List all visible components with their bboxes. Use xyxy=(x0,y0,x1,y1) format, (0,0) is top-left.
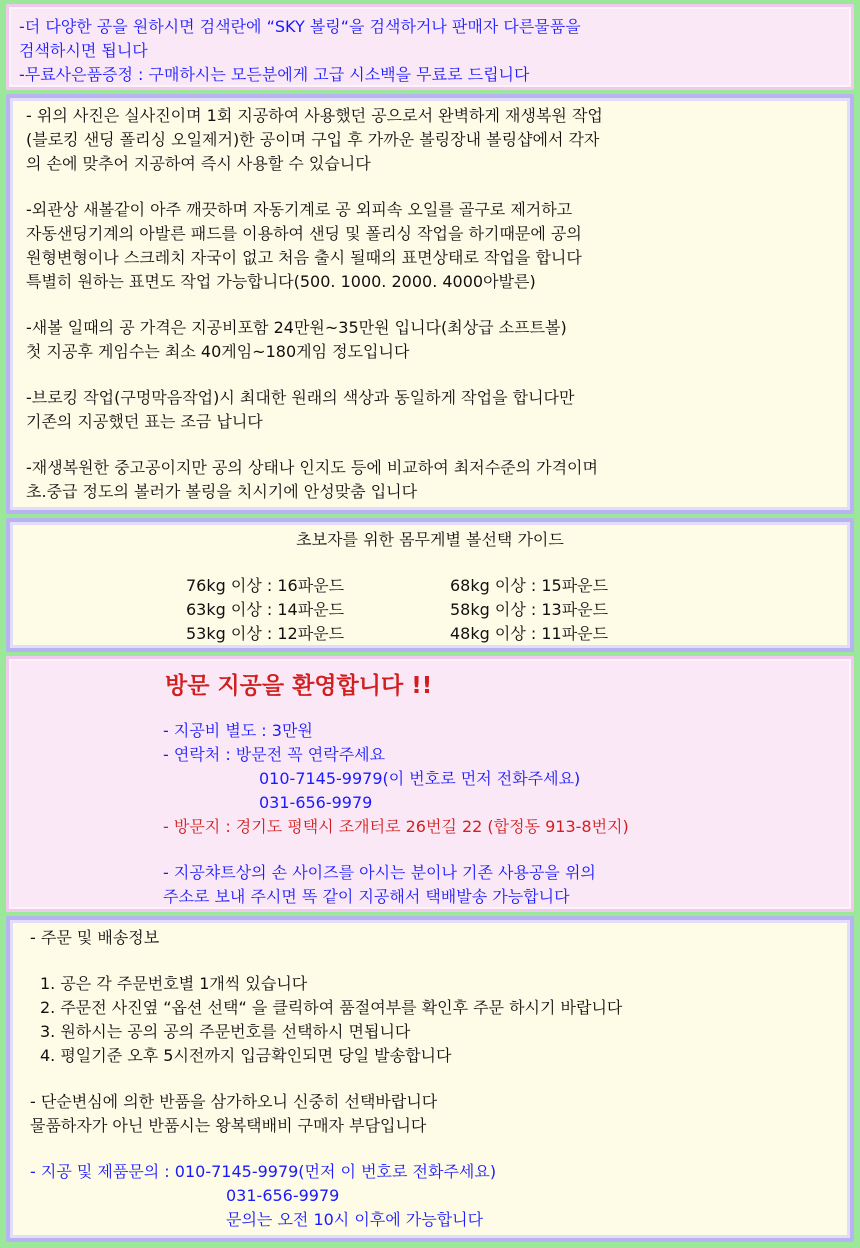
notice-line-2: 검색하시면 됩니다 xyxy=(19,41,148,60)
guide-title: 초보자를 위한 몸무게별 볼선택 가이드 xyxy=(296,530,564,549)
inquiry-phone-2: 031-656-9979 xyxy=(226,1186,340,1205)
description-line: -외관상 새볼같이 아주 깨끗하며 자동기계로 공 외피속 오일를 골구로 제거하고 xyxy=(26,200,573,219)
return-policy-1: - 단순변심에 의한 반품을 삼가하오니 신중히 선택바랍니다 xyxy=(30,1092,438,1111)
notice-line-3: -무료사은품증정 : 구매하시는 모든분에게 고급 시소백을 무료로 드립니다 xyxy=(19,65,530,84)
description-line: 첫 지공후 게임수는 최소 40게임~180게임 정도입니다 xyxy=(26,342,410,361)
description-line: -브로킹 작업(구멍막음작업)시 최대한 원래의 색상과 동일하게 작업을 합니다만 xyxy=(26,388,575,407)
visit-fee: - 지공비 별도 : 3만원 xyxy=(163,721,313,740)
notice-panel xyxy=(6,4,854,90)
description-line: -새볼 일때의 공 가격은 지공비포함 24만원~35만원 입니다(최상급 소프트볼) xyxy=(26,318,567,337)
description-panel xyxy=(6,94,854,514)
description-line: -재생복원한 중고공이지만 공의 상태나 인지도 등에 비교하여 최저수준의 가격이며 xyxy=(26,458,598,477)
order-item: 2. 주문전 사진옆 “옵션 선택“ 을 클릭하여 품절여부를 확인후 주문 하시기 바랍니다 xyxy=(40,998,623,1017)
visit-note-2: 주소로 보내 주시면 똑 같이 지공해서 택배발송 가능합니다 xyxy=(163,887,570,906)
description-line: 원형변형이나 스크레치 자국이 없고 처음 출시 될때의 표면상태로 작업을 합니다 xyxy=(26,248,582,267)
description-line: 자동샌딩기계의 아발른 패드를 이용하여 샌딩 및 폴리싱 작업을 하기때문에 공의 xyxy=(26,224,582,243)
order-item: 3. 원하시는 공의 공의 주문번호를 선택하시 면됩니다 xyxy=(40,1022,411,1041)
order-panel xyxy=(6,916,854,1242)
inquiry-hours: 문의는 오전 10시 이후에 가능합니다 xyxy=(226,1210,484,1229)
notice-line-1: -더 다양한 공을 원하시면 검색란에 “SKY 볼링“을 검색하거나 판매자 다른물품을 xyxy=(19,17,581,36)
order-item: 4. 평일기준 오후 5시전까지 입금확인되면 당일 발송합니다 xyxy=(40,1046,452,1065)
visit-phone-1: 010-7145-9979(이 번호로 먼저 전화주세요) xyxy=(259,769,581,788)
guide-row-right: 48kg 이상 : 11파운드 xyxy=(450,624,609,643)
description-line: 의 손에 맞추어 지공하여 즉시 사용할 수 있습니다 xyxy=(26,154,371,173)
visit-address: - 방문지 : 경기도 평택시 조개터로 26번길 22 (합정동 913-8번지) xyxy=(163,817,629,836)
visit-panel xyxy=(6,656,854,912)
description-line: 기존의 지공했던 표는 조금 납니다 xyxy=(26,412,263,431)
description-line: (블로킹 샌딩 폴리싱 오일제거)한 공이며 구입 후 가까운 볼링장내 볼링샵에서 각자 xyxy=(26,130,600,149)
inquiry-line: - 지공 및 제품문의 : 010-7145-9979(먼저 이 번호로 전화주세요) xyxy=(30,1162,497,1181)
guide-row-left: 53kg 이상 : 12파운드 xyxy=(186,624,345,643)
description-line: 특별히 원하는 표면도 작업 가능합니다(500. 1000. 2000. 4000아발른) xyxy=(26,272,536,291)
visit-phone-2: 031-656-9979 xyxy=(259,793,373,812)
guide-row-left: 63kg 이상 : 14파운드 xyxy=(186,600,345,619)
guide-row-right: 58kg 이상 : 13파운드 xyxy=(450,600,609,619)
order-item: 1. 공은 각 주문번호별 1개씩 있습니다 xyxy=(40,974,308,993)
description-line: 초.중급 정도의 볼러가 볼링을 치시기에 안성맞춤 입니다 xyxy=(26,482,418,501)
visit-contact: - 연락처 : 방문전 꼭 연락주세요 xyxy=(163,745,386,764)
return-policy-2: 물품하자가 아닌 반품시는 왕복택배비 구매자 부담입니다 xyxy=(30,1116,427,1135)
weight-guide-panel xyxy=(6,518,854,652)
visit-note-1: - 지공챠트상의 손 사이즈를 아시는 분이나 기존 사용공을 위의 xyxy=(163,863,596,882)
guide-row-right: 68kg 이상 : 15파운드 xyxy=(450,576,609,595)
visit-title: 방문 지공을 환영합니다 !! xyxy=(165,673,433,699)
description-line: - 위의 사진은 실사진이며 1회 지공하여 사용했던 공으로서 완벽하게 재생복원 작업 xyxy=(26,106,603,125)
order-title: - 주문 및 배송정보 xyxy=(30,928,160,947)
guide-row-left: 76kg 이상 : 16파운드 xyxy=(186,576,345,595)
